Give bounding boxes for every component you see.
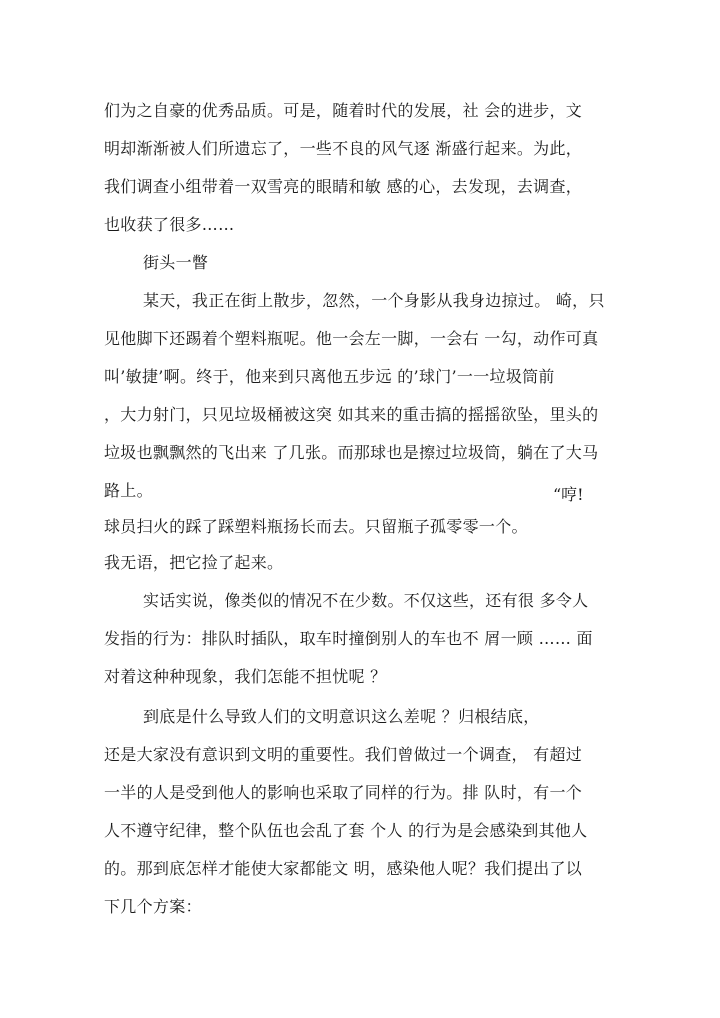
paragraph-line: 发指的行为：排队时插队，取车时撞倒别人的车也不 屑一顾 …… 面 — [104, 629, 593, 648]
paragraph-line: 明却渐渐被人们所遗忘了，一些不良的风气逐 渐盛行起来。为此， — [104, 139, 583, 158]
section-heading: 街头一瞥 — [143, 253, 209, 272]
paragraph-line: 人不遵守纪律，整个队伍也会乱了套 个人 的行为是会感染到其他人 — [104, 821, 588, 840]
paragraph-line: 的。那到底怎样才能使大家都能文 明，感染他人呢？我们提出了以 — [104, 859, 583, 878]
paragraph-line: 对着这种种现象，我们怎能不担忧呢 ？ — [104, 667, 387, 686]
paragraph-line: 一半的人是受到他人的影响也采取了同样的行为。排 队时，有一个 — [104, 783, 583, 802]
paragraph-line: ，大力射门，只见垃圾桶被这突 如其来的重击搞的摇摇欲坠，里头的 — [104, 405, 599, 424]
quote-fragment: “哼! — [553, 485, 584, 504]
paragraph-line: 也收获了很多…… — [104, 215, 235, 234]
paragraph-line: 们为之自豪的优秀品质。可是，随着时代的发展，社 会的进步，文 — [104, 101, 583, 120]
paragraph-line: 叫’敏捷’啊。终于，他来到只离他五步远 的’球门’一一垃圾筒前 — [104, 367, 555, 386]
paragraph-line: 实话实说，像类似的情况不在少数。不仅这些，还有很 多令人 — [143, 591, 589, 610]
paragraph-line: 见他脚下还踢着个塑料瓶呢。他一会左一脚，一会右 一勾，动作可真 — [104, 329, 599, 348]
paragraph-line: 到底是什么导致人们的文明意识这么差呢 ？归根结底， — [143, 707, 540, 726]
paragraph-line: 还是大家没有意识到文明的重要性。我们曾做过一个调查， 有超过 — [104, 745, 583, 764]
paragraph-line: 下几个方案： — [104, 897, 202, 916]
paragraph-line: 某天，我正在街上散步，忽然，一个身影从我身边掠过。 崎，只 — [143, 291, 605, 310]
paragraph-line: 球员扫火的踩了踩塑料瓶扬长而去。只留瓶子孤零零一个。 — [104, 517, 528, 536]
paragraph-line: 我无语，把它捡了起来。 — [104, 553, 284, 572]
paragraph-line: 路上。 — [104, 481, 153, 500]
paragraph-line: 我们调查小组带着一双雪亮的眼睛和敏 感的心，去发现，去调查， — [104, 177, 583, 196]
paragraph-line: 垃圾也飘飘然的飞出来 了几张。而那球也是擦过垃圾筒，躺在了大马 — [104, 443, 599, 462]
